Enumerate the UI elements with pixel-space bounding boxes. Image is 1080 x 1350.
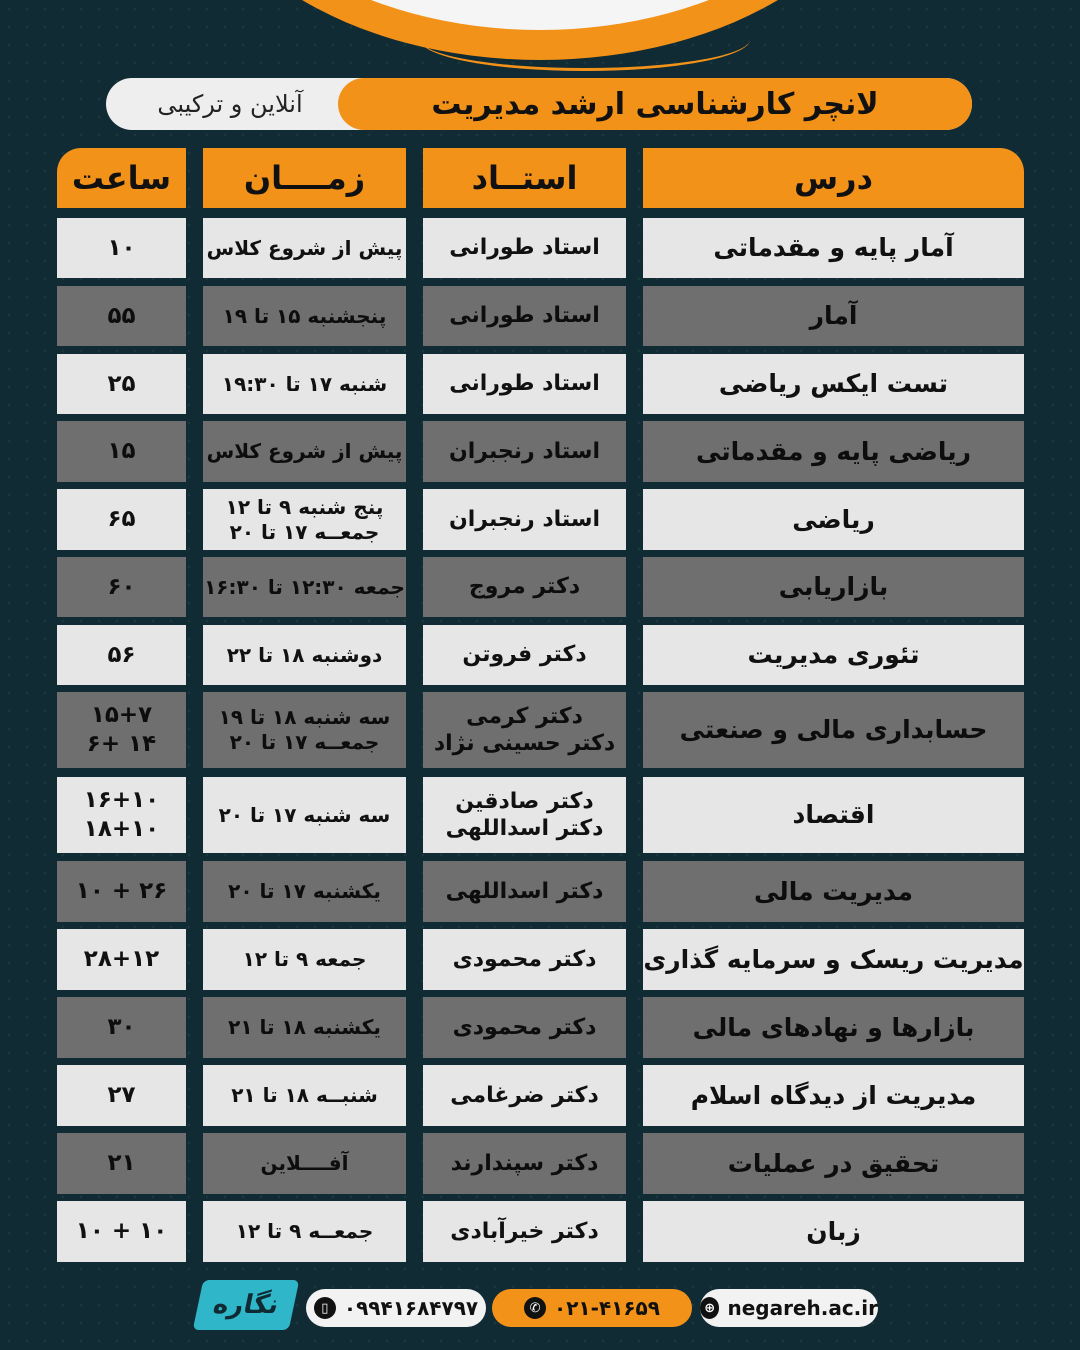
hours-cell [57, 777, 186, 853]
time-line: پنجشنبه ۱۵ تا ۱۹ [222, 303, 387, 328]
teacher-line: دکتر سپندارند [450, 1150, 599, 1176]
time-cell [203, 997, 406, 1058]
time-cell [203, 218, 406, 278]
time-cell [203, 692, 406, 768]
time-line: جمعه ۹ تا ۱۲ [242, 947, 367, 971]
teacher-line: دکتر اسداللهی [445, 816, 604, 841]
course-cell: بازارها و نهادهای مالی [643, 997, 1024, 1058]
teacher-line: استاد رنجبران [448, 438, 601, 464]
mobile-pill[interactable] [306, 1289, 486, 1327]
course-cell: آمار پایه و مقدماتی [643, 218, 1024, 278]
teacher-cell [423, 1133, 626, 1194]
teacher-line: استاد طورانی [449, 235, 600, 261]
teacher-line: دکتر خیرآبادی [450, 1218, 599, 1244]
phone-number: ۰۲۱-۴۱۶۵۹ [554, 1296, 660, 1320]
teacher-cell [423, 861, 626, 922]
time-line: یکشنبه ۱۸ تا ۲۱ [228, 1015, 381, 1039]
hours-cell [57, 354, 186, 414]
mobile-number: ۰۹۹۴۱۶۸۴۷۹۷ [343, 1296, 479, 1320]
hours-line: ۲۸+۱۲ [83, 946, 160, 973]
header-hours: ساعت [57, 148, 186, 208]
hours-cell [57, 489, 186, 550]
hours-line: ۱۵+۷ [90, 702, 153, 729]
course-cell: تئوری مدیریت [643, 625, 1024, 685]
teacher-line: دکتر حسینی نژاد [433, 731, 616, 756]
hours-line: ۲۶ + ۱۰ [75, 878, 168, 905]
hours-line: ۶۵ [107, 506, 136, 533]
hours-cell [57, 929, 186, 990]
header-teacher: استــاد [423, 148, 626, 208]
teacher-cell [423, 1065, 626, 1126]
time-line: پنج شنبه ۹ تا ۱۲ [225, 494, 384, 519]
hours-line: ۶۰ [107, 573, 136, 600]
hours-cell [57, 997, 186, 1058]
hours-line: ۱۰ [107, 234, 136, 261]
subtitle: آنلاین و ترکیبی [157, 90, 303, 118]
website-url: negareh.ac.ir [727, 1296, 878, 1320]
hours-line: ۱۴ +۶ [86, 731, 157, 757]
hours-line: ۲۷ [107, 1082, 136, 1109]
teacher-line: دکتر فروتن [462, 642, 587, 668]
hours-cell [57, 286, 186, 346]
teacher-cell [423, 625, 626, 685]
time-cell [203, 1201, 406, 1262]
course-cell: مدیریت از دیدگاه اسلام [643, 1065, 1024, 1126]
mobile-icon: ▯ [314, 1297, 336, 1319]
teacher-cell [423, 421, 626, 482]
teacher-line: دکتر اسداللهی [445, 878, 604, 904]
time-cell [203, 1065, 406, 1126]
header-time: زمــــان [203, 148, 406, 208]
time-cell [203, 1133, 406, 1194]
hours-line: ۱۵ [107, 438, 136, 465]
course-cell: مدیریت مالی [643, 861, 1024, 922]
teacher-cell [423, 354, 626, 414]
time-line: دوشنبه ۱۸ تا ۲۲ [226, 642, 383, 667]
hours-line: ۱۰ + ۱۰ [75, 1218, 168, 1245]
teacher-line: استاد طورانی [449, 303, 600, 329]
page-title: لانچر کارشناسی ارشد مدیریت [338, 78, 972, 130]
time-line: جمعــه ۹ تا ۱۲ [235, 1219, 374, 1243]
course-cell: تست ایکس ریاضی [643, 354, 1024, 414]
time-cell [203, 421, 406, 482]
time-cell [203, 286, 406, 346]
time-cell [203, 929, 406, 990]
course-cell: آمار [643, 286, 1024, 346]
time-line: جمعــه ۱۷ تا ۲۰ [229, 519, 380, 544]
hours-cell [57, 1201, 186, 1262]
teacher-line: استاد طورانی [449, 371, 600, 397]
hours-cell [57, 1065, 186, 1126]
course-cell: ریاضی [643, 489, 1024, 550]
course-cell: مدیریت ریسک و سرمایه گذاری [643, 929, 1024, 990]
teacher-cell [423, 777, 626, 853]
hours-line: ۵۶ [107, 641, 136, 668]
time-cell [203, 489, 406, 550]
teacher-cell [423, 489, 626, 550]
hours-cell [57, 557, 186, 617]
hours-cell [57, 625, 186, 685]
hours-line: ۵۵ [107, 302, 136, 329]
teacher-cell [423, 557, 626, 617]
time-line: شنبــه ۱۸ تا ۲۱ [231, 1083, 378, 1107]
teacher-line: استاد رنجبران [448, 506, 601, 532]
hours-cell [57, 692, 186, 768]
course-cell: زبان [643, 1201, 1024, 1262]
time-line: شنبه ۱۷ تا ۱۹:۳۰ [221, 371, 388, 396]
hours-cell [57, 1133, 186, 1194]
time-cell [203, 777, 406, 853]
phone-icon: ✆ [524, 1297, 546, 1319]
time-line: جمعــه ۱۷ تا ۲۰ [229, 730, 380, 754]
course-cell: اقتصاد [643, 777, 1024, 853]
teacher-line: دکتر صادقین [455, 788, 594, 814]
hours-line: ۱۸+۱۰ [83, 816, 160, 842]
time-cell [203, 557, 406, 617]
hours-line: ۳۰ [107, 1014, 136, 1041]
teacher-line: دکتر ضرغامی [450, 1082, 599, 1108]
course-cell: حسابداری مالی و صنعتی [643, 692, 1024, 768]
teacher-line: دکتر کرمی [466, 703, 583, 729]
hours-line: ۱۶+۱۰ [83, 787, 160, 814]
time-line: یکشنبه ۱۷ تا ۲۰ [228, 879, 381, 903]
phone-pill[interactable] [492, 1289, 692, 1327]
header-course: درس [643, 148, 1024, 208]
time-line: جمعه ۱۲:۳۰ تا ۱۶:۳۰ [204, 574, 405, 599]
time-line: پیش از شروع کلاس [206, 235, 403, 260]
time-line: آفــــلاین [260, 1151, 349, 1175]
teacher-cell [423, 286, 626, 346]
course-cell: بازاریابی [643, 557, 1024, 617]
hours-cell [57, 421, 186, 482]
brand-logo: نگاره [193, 1280, 300, 1330]
teacher-line: دکتر محمودی [452, 1014, 597, 1040]
teacher-line: دکتر مروج [468, 574, 581, 600]
time-cell [203, 625, 406, 685]
teacher-cell [423, 929, 626, 990]
time-line: سه شنبه ۱۸ تا ۱۹ [218, 705, 391, 729]
teacher-cell [423, 997, 626, 1058]
hours-line: ۲۵ [107, 370, 136, 397]
hours-line: ۲۱ [107, 1150, 136, 1177]
teacher-line: دکتر محمودی [452, 946, 597, 972]
hours-cell [57, 861, 186, 922]
hours-cell [57, 218, 186, 278]
time-cell [203, 861, 406, 922]
teacher-cell [423, 692, 626, 768]
teacher-cell [423, 1201, 626, 1262]
teacher-cell [423, 218, 626, 278]
website-pill[interactable] [700, 1289, 878, 1327]
time-cell [203, 354, 406, 414]
course-cell: ریاضی پایه و مقدماتی [643, 421, 1024, 482]
decorative-line [420, 8, 750, 71]
globe-icon: ⊕ [700, 1297, 719, 1319]
course-cell: تحقیق در عملیات [643, 1133, 1024, 1194]
time-line: پیش از شروع کلاس [206, 439, 403, 463]
time-line: سه شنبه ۱۷ تا ۲۰ [218, 802, 391, 827]
